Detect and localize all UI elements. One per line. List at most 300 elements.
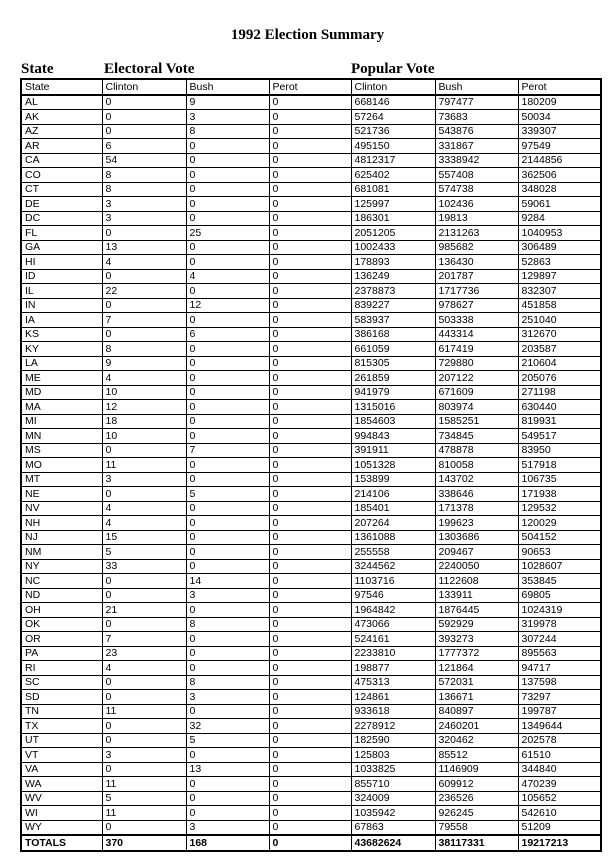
table-row — [21, 313, 601, 328]
clinton-electoral-cell: 8 — [102, 168, 186, 183]
state-cell: MO — [21, 458, 102, 473]
clinton-popular-cell: 2378873 — [351, 284, 435, 299]
bush-electoral-cell: 0 — [186, 313, 269, 328]
clinton-electoral-cell: 0 — [102, 124, 186, 139]
table-row — [21, 400, 601, 415]
state-cell: TX — [21, 719, 102, 734]
bush-electoral-cell: 3 — [186, 690, 269, 705]
clinton-popular-cell: 2051205 — [351, 226, 435, 241]
clinton-popular-cell: 43682624 — [351, 835, 435, 851]
bush-electoral-cell: 6 — [186, 327, 269, 342]
perot-electoral-cell: 0 — [269, 139, 351, 154]
state-cell: VA — [21, 762, 102, 777]
table-row — [21, 414, 601, 429]
table-row — [21, 255, 601, 270]
bush-popular-cell: 171378 — [435, 501, 518, 516]
table-row — [21, 791, 601, 806]
bush-electoral-cell: 0 — [186, 255, 269, 270]
clinton-electoral-cell: 11 — [102, 806, 186, 821]
bush-popular-cell: 393273 — [435, 632, 518, 647]
perot-popular-cell: 344840 — [518, 762, 601, 777]
perot-popular-cell: 319978 — [518, 617, 601, 632]
clinton-electoral-cell: 10 — [102, 429, 186, 444]
perot-electoral-cell: 0 — [269, 690, 351, 705]
perot-popular-cell: 470239 — [518, 777, 601, 792]
clinton-popular-cell: Clinton — [351, 79, 435, 95]
state-cell: NY — [21, 559, 102, 574]
table-row — [21, 516, 601, 531]
perot-popular-cell: 1349644 — [518, 719, 601, 734]
bush-electoral-cell: 13 — [186, 762, 269, 777]
perot-popular-cell: 180209 — [518, 95, 601, 110]
perot-popular-cell: 630440 — [518, 400, 601, 415]
bush-electoral-cell: 0 — [186, 197, 269, 212]
perot-popular-cell: 339307 — [518, 124, 601, 139]
state-cell: OR — [21, 632, 102, 647]
bush-popular-cell: 978627 — [435, 298, 518, 313]
table-row — [21, 182, 601, 197]
clinton-popular-cell: 97546 — [351, 588, 435, 603]
clinton-electoral-cell: 0 — [102, 820, 186, 835]
perot-electoral-cell: 0 — [269, 777, 351, 792]
table-row — [21, 356, 601, 371]
clinton-electoral-cell: 0 — [102, 226, 186, 241]
perot-electoral-cell: 0 — [269, 182, 351, 197]
table-row — [21, 269, 601, 284]
perot-popular-cell: 50034 — [518, 110, 601, 125]
bush-electoral-cell: 0 — [186, 806, 269, 821]
state-cell: TOTALS — [21, 835, 102, 851]
state-cell: NV — [21, 501, 102, 516]
state-cell: CT — [21, 182, 102, 197]
table-row — [21, 530, 601, 545]
clinton-electoral-cell: 33 — [102, 559, 186, 574]
perot-electoral-cell: 0 — [269, 197, 351, 212]
bush-electoral-cell: 3 — [186, 588, 269, 603]
bush-popular-cell: 797477 — [435, 95, 518, 110]
clinton-popular-cell: 681081 — [351, 182, 435, 197]
clinton-electoral-cell: 0 — [102, 690, 186, 705]
bush-popular-cell: 671609 — [435, 385, 518, 400]
perot-electoral-cell: 0 — [269, 356, 351, 371]
table-row — [21, 762, 601, 777]
bush-popular-cell: 19813 — [435, 211, 518, 226]
table-row — [21, 559, 601, 574]
clinton-electoral-cell: 7 — [102, 632, 186, 647]
clinton-electoral-cell: 8 — [102, 342, 186, 357]
bush-electoral-cell: 0 — [186, 748, 269, 763]
perot-electoral-cell: 0 — [269, 588, 351, 603]
perot-electoral-cell: 0 — [269, 472, 351, 487]
page-title: 1992 Election Summary — [230, 27, 385, 43]
bush-electoral-cell: 0 — [186, 182, 269, 197]
table-row — [21, 820, 601, 835]
clinton-popular-cell: 583937 — [351, 313, 435, 328]
bush-electoral-cell: 0 — [186, 385, 269, 400]
clinton-popular-cell: 2278912 — [351, 719, 435, 734]
perot-popular-cell: 210604 — [518, 356, 601, 371]
table-row — [21, 168, 601, 183]
perot-popular-cell: 61510 — [518, 748, 601, 763]
perot-electoral-cell: 0 — [269, 719, 351, 734]
perot-electoral-cell: 0 — [269, 414, 351, 429]
state-cell: DE — [21, 197, 102, 212]
bush-electoral-cell: 0 — [186, 153, 269, 168]
bush-popular-cell: 320462 — [435, 733, 518, 748]
bush-electoral-cell: 3 — [186, 110, 269, 125]
table-row — [21, 371, 601, 386]
clinton-electoral-cell: 10 — [102, 385, 186, 400]
clinton-popular-cell: 1854603 — [351, 414, 435, 429]
perot-electoral-cell: 0 — [269, 806, 351, 821]
state-cell: State — [21, 79, 102, 95]
bush-popular-cell: 1876445 — [435, 603, 518, 618]
clinton-electoral-cell: Clinton — [102, 79, 186, 95]
perot-electoral-cell: 0 — [269, 545, 351, 560]
clinton-electoral-cell: 11 — [102, 777, 186, 792]
clinton-popular-cell: 839227 — [351, 298, 435, 313]
clinton-popular-cell: 855710 — [351, 777, 435, 792]
perot-electoral-cell: 0 — [269, 791, 351, 806]
bush-popular-cell: 1146909 — [435, 762, 518, 777]
state-cell: PA — [21, 646, 102, 661]
clinton-popular-cell: 185401 — [351, 501, 435, 516]
perot-popular-cell: 69805 — [518, 588, 601, 603]
clinton-popular-cell: 625402 — [351, 168, 435, 183]
table-row — [21, 603, 601, 618]
state-cell: IA — [21, 313, 102, 328]
bush-electoral-cell: 3 — [186, 820, 269, 835]
state-cell: WA — [21, 777, 102, 792]
bush-popular-cell: 236526 — [435, 791, 518, 806]
table-row — [21, 385, 601, 400]
clinton-electoral-cell: 7 — [102, 313, 186, 328]
state-cell: IN — [21, 298, 102, 313]
clinton-electoral-cell: 0 — [102, 110, 186, 125]
state-cell: TN — [21, 704, 102, 719]
clinton-electoral-cell: 8 — [102, 182, 186, 197]
clinton-electoral-cell: 18 — [102, 414, 186, 429]
bush-popular-cell: 574738 — [435, 182, 518, 197]
clinton-popular-cell: 941979 — [351, 385, 435, 400]
bush-popular-cell: 2240050 — [435, 559, 518, 574]
table-row — [21, 617, 601, 632]
clinton-popular-cell: 815305 — [351, 356, 435, 371]
clinton-electoral-cell: 4 — [102, 516, 186, 531]
clinton-electoral-cell: 9 — [102, 356, 186, 371]
clinton-electoral-cell: 13 — [102, 240, 186, 255]
state-cell: AL — [21, 95, 102, 110]
bush-popular-cell: 73683 — [435, 110, 518, 125]
perot-electoral-cell: 0 — [269, 298, 351, 313]
clinton-electoral-cell: 4 — [102, 255, 186, 270]
bush-electoral-cell: 0 — [186, 414, 269, 429]
state-cell: AR — [21, 139, 102, 154]
bush-popular-cell: 102436 — [435, 197, 518, 212]
perot-popular-cell: 504152 — [518, 530, 601, 545]
perot-popular-cell: 205076 — [518, 371, 601, 386]
clinton-popular-cell: 198877 — [351, 661, 435, 676]
bush-electoral-cell: 0 — [186, 458, 269, 473]
bush-popular-cell: 503338 — [435, 313, 518, 328]
perot-electoral-cell: 0 — [269, 632, 351, 647]
table-row — [21, 342, 601, 357]
perot-electoral-cell: 0 — [269, 646, 351, 661]
table-row — [21, 719, 601, 734]
table-row — [21, 472, 601, 487]
clinton-popular-cell: 668146 — [351, 95, 435, 110]
clinton-popular-cell: 136249 — [351, 269, 435, 284]
perot-electoral-cell: 0 — [269, 603, 351, 618]
table-header-row — [21, 79, 601, 95]
perot-electoral-cell: 0 — [269, 327, 351, 342]
perot-electoral-cell: 0 — [269, 211, 351, 226]
clinton-electoral-cell: 0 — [102, 617, 186, 632]
bush-electoral-cell: 0 — [186, 777, 269, 792]
bush-electoral-cell: 5 — [186, 733, 269, 748]
state-cell: LA — [21, 356, 102, 371]
perot-electoral-cell: 0 — [269, 255, 351, 270]
state-cell: NC — [21, 574, 102, 589]
perot-popular-cell: 542610 — [518, 806, 601, 821]
bush-popular-cell: 1777372 — [435, 646, 518, 661]
perot-popular-cell: 306489 — [518, 240, 601, 255]
perot-electoral-cell: 0 — [269, 168, 351, 183]
perot-electoral-cell: 0 — [269, 269, 351, 284]
table-row — [21, 95, 601, 110]
table-row — [21, 226, 601, 241]
state-cell: ND — [21, 588, 102, 603]
perot-electoral-cell: 0 — [269, 240, 351, 255]
clinton-popular-cell: 1103716 — [351, 574, 435, 589]
perot-electoral-cell: 0 — [269, 835, 351, 851]
perot-popular-cell: 451858 — [518, 298, 601, 313]
perot-electoral-cell: 0 — [269, 429, 351, 444]
perot-popular-cell: 120029 — [518, 516, 601, 531]
bush-popular-cell: 592929 — [435, 617, 518, 632]
clinton-popular-cell: 475313 — [351, 675, 435, 690]
clinton-electoral-cell: 11 — [102, 704, 186, 719]
clinton-electoral-cell: 0 — [102, 675, 186, 690]
bush-popular-cell: 2460201 — [435, 719, 518, 734]
clinton-popular-cell: 182590 — [351, 733, 435, 748]
state-cell: VT — [21, 748, 102, 763]
bush-electoral-cell: 0 — [186, 400, 269, 415]
bush-electoral-cell: 8 — [186, 124, 269, 139]
clinton-electoral-cell: 4 — [102, 501, 186, 516]
bush-popular-cell: 2131263 — [435, 226, 518, 241]
bush-popular-cell: 201787 — [435, 269, 518, 284]
table-row — [21, 632, 601, 647]
clinton-electoral-cell: 370 — [102, 835, 186, 851]
bush-electoral-cell: 7 — [186, 443, 269, 458]
perot-electoral-cell: 0 — [269, 675, 351, 690]
state-cell: SD — [21, 690, 102, 705]
clinton-popular-cell: 125803 — [351, 748, 435, 763]
clinton-popular-cell: 57264 — [351, 110, 435, 125]
perot-electoral-cell: 0 — [269, 530, 351, 545]
table-row — [21, 545, 601, 560]
bush-popular-cell: 121864 — [435, 661, 518, 676]
perot-popular-cell: 2144856 — [518, 153, 601, 168]
perot-popular-cell: 517918 — [518, 458, 601, 473]
clinton-electoral-cell: 0 — [102, 269, 186, 284]
perot-popular-cell: 105652 — [518, 791, 601, 806]
perot-popular-cell: 312670 — [518, 327, 601, 342]
clinton-electoral-cell: 3 — [102, 748, 186, 763]
clinton-popular-cell: 4812317 — [351, 153, 435, 168]
state-cell: NJ — [21, 530, 102, 545]
state-cell: MI — [21, 414, 102, 429]
clinton-electoral-cell: 0 — [102, 574, 186, 589]
perot-popular-cell: 59061 — [518, 197, 601, 212]
bush-popular-cell: 207122 — [435, 371, 518, 386]
perot-popular-cell: 129532 — [518, 501, 601, 516]
perot-popular-cell: 251040 — [518, 313, 601, 328]
state-cell: KY — [21, 342, 102, 357]
perot-electoral-cell: 0 — [269, 704, 351, 719]
clinton-popular-cell: 1051328 — [351, 458, 435, 473]
perot-popular-cell: 362506 — [518, 168, 601, 183]
perot-electoral-cell: 0 — [269, 574, 351, 589]
perot-popular-cell: 106735 — [518, 472, 601, 487]
clinton-electoral-cell: 15 — [102, 530, 186, 545]
state-cell: KS — [21, 327, 102, 342]
state-cell: HI — [21, 255, 102, 270]
perot-electoral-cell: 0 — [269, 342, 351, 357]
bush-electoral-cell: 168 — [186, 835, 269, 851]
bush-electoral-cell: 25 — [186, 226, 269, 241]
state-cell: MD — [21, 385, 102, 400]
table-row — [21, 806, 601, 821]
perot-electoral-cell: 0 — [269, 226, 351, 241]
perot-popular-cell: 895563 — [518, 646, 601, 661]
totals-row — [21, 835, 601, 851]
bush-popular-cell: 136430 — [435, 255, 518, 270]
perot-electoral-cell: 0 — [269, 748, 351, 763]
perot-electoral-cell: 0 — [269, 458, 351, 473]
clinton-electoral-cell: 4 — [102, 661, 186, 676]
clinton-popular-cell: 1002433 — [351, 240, 435, 255]
state-cell: FL — [21, 226, 102, 241]
bush-popular-cell: 926245 — [435, 806, 518, 821]
bush-electoral-cell: 12 — [186, 298, 269, 313]
perot-electoral-cell: 0 — [269, 661, 351, 676]
bush-electoral-cell: 4 — [186, 269, 269, 284]
bush-electoral-cell: 0 — [186, 704, 269, 719]
bush-popular-cell: 209467 — [435, 545, 518, 560]
clinton-popular-cell: 473066 — [351, 617, 435, 632]
bush-electoral-cell: 0 — [186, 168, 269, 183]
state-cell: ME — [21, 371, 102, 386]
clinton-electoral-cell: 0 — [102, 733, 186, 748]
bush-electoral-cell: 0 — [186, 240, 269, 255]
clinton-popular-cell: 3244562 — [351, 559, 435, 574]
clinton-popular-cell: 933618 — [351, 704, 435, 719]
bush-popular-cell: 734845 — [435, 429, 518, 444]
bush-popular-cell: 729880 — [435, 356, 518, 371]
state-cell: IL — [21, 284, 102, 299]
bush-popular-cell: 1122608 — [435, 574, 518, 589]
table-row — [21, 110, 601, 125]
perot-popular-cell: 832307 — [518, 284, 601, 299]
clinton-popular-cell: 324009 — [351, 791, 435, 806]
bush-electoral-cell: 0 — [186, 530, 269, 545]
clinton-popular-cell: 178893 — [351, 255, 435, 270]
bush-popular-cell: 609912 — [435, 777, 518, 792]
bush-electoral-cell: 0 — [186, 661, 269, 676]
clinton-electoral-cell: 0 — [102, 762, 186, 777]
state-cell: MT — [21, 472, 102, 487]
bush-electoral-cell: 0 — [186, 211, 269, 226]
election-table — [20, 78, 602, 852]
state-cell: OH — [21, 603, 102, 618]
clinton-popular-cell: 495150 — [351, 139, 435, 154]
bush-electoral-cell: 0 — [186, 646, 269, 661]
bush-electoral-cell: 0 — [186, 371, 269, 386]
clinton-popular-cell: 255558 — [351, 545, 435, 560]
clinton-popular-cell: 1033825 — [351, 762, 435, 777]
perot-electoral-cell: 0 — [269, 110, 351, 125]
clinton-electoral-cell: 0 — [102, 443, 186, 458]
state-cell: CA — [21, 153, 102, 168]
clinton-popular-cell: 1361088 — [351, 530, 435, 545]
state-cell: ID — [21, 269, 102, 284]
state-cell: NM — [21, 545, 102, 560]
state-cell: MN — [21, 429, 102, 444]
state-cell: UT — [21, 733, 102, 748]
bush-electoral-cell: 14 — [186, 574, 269, 589]
clinton-electoral-cell: 3 — [102, 472, 186, 487]
clinton-electoral-cell: 0 — [102, 719, 186, 734]
table-row — [21, 458, 601, 473]
perot-popular-cell: 19217213 — [518, 835, 601, 851]
state-cell: NH — [21, 516, 102, 531]
clinton-electoral-cell: 0 — [102, 487, 186, 502]
state-cell: AK — [21, 110, 102, 125]
table-row — [21, 661, 601, 676]
bush-electoral-cell: 0 — [186, 429, 269, 444]
table-row — [21, 429, 601, 444]
perot-electoral-cell: 0 — [269, 516, 351, 531]
perot-popular-cell: 94717 — [518, 661, 601, 676]
clinton-popular-cell: 391911 — [351, 443, 435, 458]
table-row — [21, 487, 601, 502]
bush-electoral-cell: 0 — [186, 545, 269, 560]
perot-popular-cell: 90653 — [518, 545, 601, 560]
bush-electoral-cell: 0 — [186, 632, 269, 647]
clinton-popular-cell: 1035942 — [351, 806, 435, 821]
table-row — [21, 675, 601, 690]
perot-electoral-cell: 0 — [269, 385, 351, 400]
bush-electoral-cell: 0 — [186, 501, 269, 516]
perot-popular-cell: 73297 — [518, 690, 601, 705]
clinton-popular-cell: 214106 — [351, 487, 435, 502]
table-row — [21, 690, 601, 705]
perot-electoral-cell: 0 — [269, 153, 351, 168]
state-cell: MS — [21, 443, 102, 458]
bush-popular-cell: 543876 — [435, 124, 518, 139]
state-cell: AZ — [21, 124, 102, 139]
state-cell: WV — [21, 791, 102, 806]
bush-popular-cell: 557408 — [435, 168, 518, 183]
bush-popular-cell: 840897 — [435, 704, 518, 719]
bush-electoral-cell: 0 — [186, 342, 269, 357]
table-row — [21, 704, 601, 719]
clinton-electoral-cell: 0 — [102, 95, 186, 110]
perot-electoral-cell: 0 — [269, 559, 351, 574]
bush-electoral-cell: 0 — [186, 139, 269, 154]
